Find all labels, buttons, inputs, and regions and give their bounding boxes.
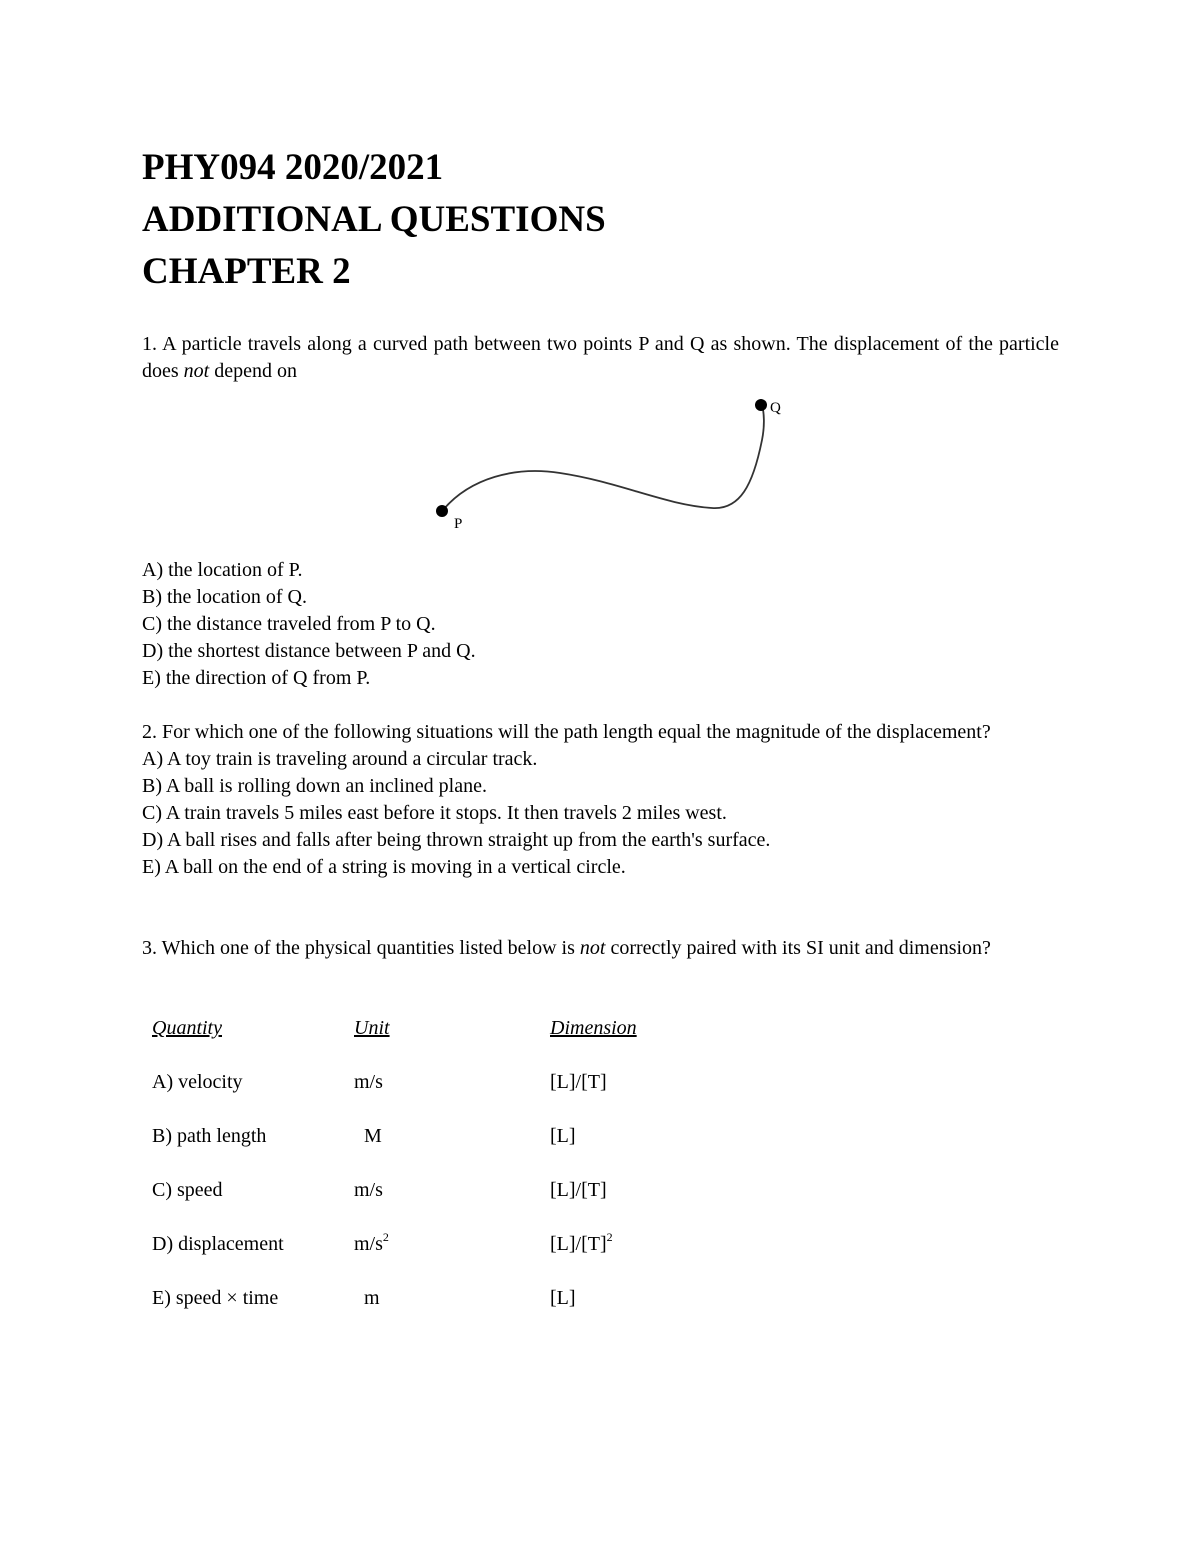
row-unit-exponent: 2 xyxy=(382,1230,389,1244)
title-heading: ADDITIONAL QUESTIONS xyxy=(142,199,606,240)
row-quantity: A) velocity xyxy=(152,1071,243,1093)
table-row xyxy=(142,1071,842,1125)
question-3-text-b: correctly paired with its SI unit and dimension? xyxy=(605,937,991,959)
row-dimension xyxy=(550,1230,613,1256)
q2-option-a: A) A toy train is traveling around a circular track. xyxy=(142,748,538,770)
row-dimension-text: [L] xyxy=(550,1287,576,1309)
question-3-text-a: 3. Which one of the physical quantities listed below is xyxy=(142,937,580,959)
table-row xyxy=(142,1230,842,1287)
row-dimension-text: [L]/[T] xyxy=(550,1233,607,1255)
q1-option-a: A) the location of P. xyxy=(142,559,303,581)
header-quantity: Quantity xyxy=(152,1017,222,1039)
question-1-emphasis: not xyxy=(183,360,210,382)
header-dimension: Dimension xyxy=(550,1017,637,1039)
point-p-label: P xyxy=(454,516,463,532)
row-dimension xyxy=(550,1071,607,1094)
row-dimension xyxy=(550,1287,576,1310)
title-course: PHY094 2020/2021 xyxy=(142,147,444,188)
point-q-marker xyxy=(755,399,767,411)
question-2-text: 2. For which one of the following situations will the path length equal the magnitude of the displacement? xyxy=(142,721,991,743)
header-unit: Unit xyxy=(354,1017,390,1039)
q1-option-e: E) the direction of Q from P. xyxy=(142,667,371,689)
q2-option-e: E) A ball on the end of a string is moving in a vertical circle. xyxy=(142,856,626,878)
curved-path-figure xyxy=(420,390,800,540)
title-chapter: CHAPTER 2 xyxy=(142,251,351,292)
question-3-emphasis: not xyxy=(579,937,606,959)
question-1 xyxy=(142,331,1059,385)
q1-option-d: D) the shortest distance between P and Q. xyxy=(142,640,476,662)
table-row xyxy=(142,1287,842,1341)
table-row xyxy=(142,1125,842,1179)
q2-option-b: B) A ball is rolling down an inclined plane. xyxy=(142,775,487,797)
q2-option-d: D) A ball rises and falls after being thrown straight up from the earth's surface. xyxy=(142,829,771,851)
row-unit-text: m/s xyxy=(354,1233,383,1255)
q1-option-c: C) the distance traveled from P to Q. xyxy=(142,613,436,635)
row-unit-text: M xyxy=(354,1125,382,1147)
row-unit xyxy=(354,1071,383,1094)
point-q-label: Q xyxy=(770,400,781,416)
row-quantity: D) displacement xyxy=(152,1233,284,1255)
row-dimension-text: [L]/[T] xyxy=(550,1179,607,1201)
row-unit xyxy=(354,1179,383,1202)
row-quantity: E) speed × time xyxy=(152,1287,279,1309)
row-unit xyxy=(354,1287,380,1310)
q1-option-b: B) the location of Q. xyxy=(142,586,307,608)
question-1-text-b: depend on xyxy=(209,360,297,382)
row-dimension xyxy=(550,1179,607,1202)
question-1-text-a: 1. A particle travels along a curved path between two points P and Q as shown. The displacement of the particle does xyxy=(142,333,1059,382)
particle-path xyxy=(443,405,764,510)
document-title xyxy=(142,142,606,298)
row-dimension xyxy=(550,1125,576,1148)
q2-option-c: C) A train travels 5 miles east before it stops. It then travels 2 miles west. xyxy=(142,802,727,824)
question-1-options xyxy=(142,557,1059,692)
row-unit-text: m/s xyxy=(354,1071,383,1093)
row-unit xyxy=(354,1125,382,1148)
question-2 xyxy=(142,719,1059,881)
quantity-table xyxy=(142,1017,842,1341)
table-header-row xyxy=(142,1017,842,1071)
row-quantity: B) path length xyxy=(152,1125,267,1147)
row-quantity: C) speed xyxy=(152,1179,223,1201)
row-unit-text: m xyxy=(354,1287,380,1309)
point-p-marker xyxy=(436,505,448,517)
question-1-text xyxy=(142,331,1059,385)
row-dimension-exponent: 2 xyxy=(606,1230,613,1244)
row-unit-text: m/s xyxy=(354,1179,383,1201)
row-unit xyxy=(354,1230,389,1256)
question-3 xyxy=(142,935,1059,962)
question-3-text xyxy=(142,935,1059,962)
row-dimension-text: [L]/[T] xyxy=(550,1071,607,1093)
table-row xyxy=(142,1179,842,1233)
row-dimension-text: [L] xyxy=(550,1125,576,1147)
